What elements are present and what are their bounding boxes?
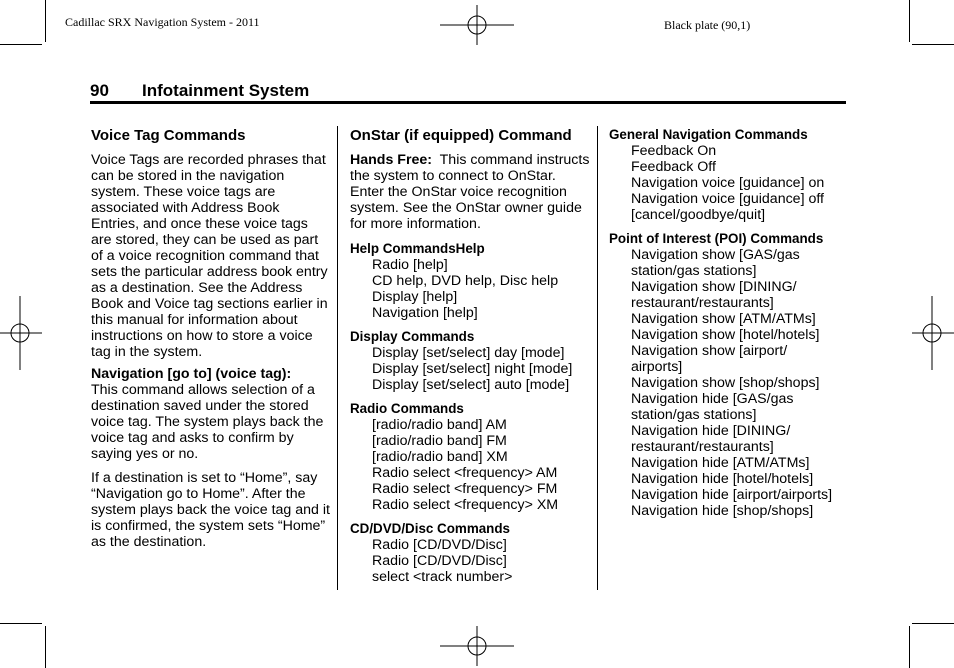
command-list — [372, 537, 590, 585]
command-item: Navigation show [hotel/hotels] — [631, 327, 820, 343]
command-list — [631, 247, 849, 519]
command-group-title: Radio Commands — [350, 401, 464, 416]
command-group-title: Point of Interest (POI) Commands — [609, 231, 824, 246]
command-item: Radio select <frequency> FM — [372, 481, 558, 497]
command-item: Navigation voice [guidance] off — [631, 191, 824, 207]
command-group-title: Display Commands — [350, 329, 475, 344]
command-item: select <track number> — [372, 569, 513, 585]
column-3 — [609, 127, 849, 527]
crop-mark-top-left-v — [45, 0, 46, 42]
column-1 — [91, 127, 331, 556]
command-item: Display [set/select] day [mode] — [372, 345, 565, 361]
command-item: Navigation show [DINING/ — [631, 279, 797, 295]
registration-mark-right — [912, 296, 954, 370]
navigation-go-to-text: This command allows selection of a destination saved under the stored voice tag. The system plays back the voice tag and asks to confirm by saying yes or no. — [91, 382, 324, 462]
voice-tag-heading: Voice Tag Commands — [91, 127, 246, 144]
heading-rule — [90, 101, 846, 104]
command-item: Feedback Off — [631, 159, 716, 175]
page-number: 90 — [90, 81, 109, 100]
command-group-title: CD/DVD/Disc Commands — [350, 521, 510, 536]
crop-mark-bottom-left-v — [45, 626, 46, 668]
command-item: Radio [CD/DVD/Disc] — [372, 553, 507, 569]
navigation-go-to-label: Navigation [go to] (voice tag): — [91, 366, 292, 382]
command-item: Navigation show [shop/shops] — [631, 375, 820, 391]
command-item: restaurant/restaurants] — [631, 295, 774, 311]
onstar-heading: OnStar (if equipped) Command — [350, 127, 572, 144]
command-item: Display [help] — [372, 289, 458, 305]
command-item: Radio select <frequency> AM — [372, 465, 558, 481]
command-item: Navigation hide [ATM/ATMs] — [631, 455, 810, 471]
registration-mark-top — [440, 5, 514, 45]
command-list — [372, 345, 590, 393]
command-item: station/gas stations] — [631, 407, 757, 423]
command-item: Radio [help] — [372, 257, 448, 273]
command-group-title: General Navigation Commands — [609, 127, 808, 142]
command-item: Navigation hide [DINING/ — [631, 423, 791, 439]
command-item: Navigation voice [guidance] on — [631, 175, 825, 191]
page-heading — [90, 81, 846, 101]
command-item: Navigation show [airport/ — [631, 343, 788, 359]
crop-mark-top-left-h — [0, 44, 42, 45]
registration-mark-left — [0, 296, 42, 370]
command-list — [372, 417, 590, 513]
page-title: Infotainment System — [142, 81, 310, 100]
command-item: Navigation hide [hotel/hotels] — [631, 471, 814, 487]
voice-tag-intro: Voice Tags are recorded phrases that can be stored in the navigation system. These voice tags are associated with Address Book Entries, and once these voice tags are stored, they can be used as part of a voice recognition command that sets the particular address book entry as a destination. See the Address Book and Voice tag sections earlier in this manual for information about instructions on how to store a voice tag in the system. — [91, 152, 328, 360]
crop-mark-top-right-h — [912, 44, 954, 45]
command-item: station/gas stations] — [631, 263, 757, 279]
command-item: Navigation show [ATM/ATMs] — [631, 311, 816, 327]
command-item: Radio select <frequency> XM — [372, 497, 559, 513]
command-groups — [609, 127, 849, 519]
command-item: Navigation [help] — [372, 305, 478, 321]
command-item: [radio/radio band] AM — [372, 417, 507, 433]
column-divider-2 — [597, 126, 598, 590]
crop-mark-bottom-right-h — [912, 623, 954, 624]
column-2 — [350, 127, 590, 593]
command-item: CD help, DVD help, Disc help — [372, 273, 559, 289]
command-item: Navigation hide [shop/shops] — [631, 503, 814, 519]
navigation-go-to-paragraph — [91, 366, 331, 462]
command-item: Display [set/select] night [mode] — [372, 361, 573, 377]
command-item: Navigation hide [airport/airports] — [631, 487, 833, 503]
command-list — [372, 257, 590, 321]
command-item: [radio/radio band] FM — [372, 433, 507, 449]
command-item: Navigation hide [GAS/gas — [631, 391, 794, 407]
header-left: Cadillac SRX Navigation System - 2011 — [65, 15, 260, 29]
column-divider-1 — [337, 126, 338, 590]
command-item: [radio/radio band] XM — [372, 449, 508, 465]
registration-mark-bottom — [440, 626, 514, 666]
command-item: Navigation show [GAS/gas — [631, 247, 800, 263]
command-item: Display [set/select] auto [mode] — [372, 377, 570, 393]
command-list — [631, 143, 849, 223]
hands-free-text: This command instructs the system to connect to OnStar. Enter the OnStar voice recognition system. See the OnStar owner guide for more information. — [350, 152, 590, 232]
command-item: Radio [CD/DVD/Disc] — [372, 537, 507, 553]
hands-free-label: Hands Free: — [350, 152, 432, 168]
command-item: restaurant/restaurants] — [631, 439, 774, 455]
command-groups — [350, 241, 590, 585]
command-item: Feedback On — [631, 143, 717, 159]
command-item: airports] — [631, 359, 683, 375]
command-group-title: Help CommandsHelp — [350, 241, 485, 256]
command-item: [cancel/goodbye/quit] — [631, 207, 766, 223]
header-right: Black plate (90,1) — [664, 18, 751, 32]
home-destination-paragraph: If a destination is set to “Home”, say “Navigation go to Home”. After the system plays back the voice tag and it is confirmed, the system sets “Home” as the destination. — [91, 470, 330, 550]
crop-mark-bottom-left-h — [0, 623, 42, 624]
crop-mark-bottom-right-v — [909, 626, 910, 668]
hands-free-paragraph — [350, 152, 590, 232]
crop-mark-top-right-v — [909, 0, 910, 42]
